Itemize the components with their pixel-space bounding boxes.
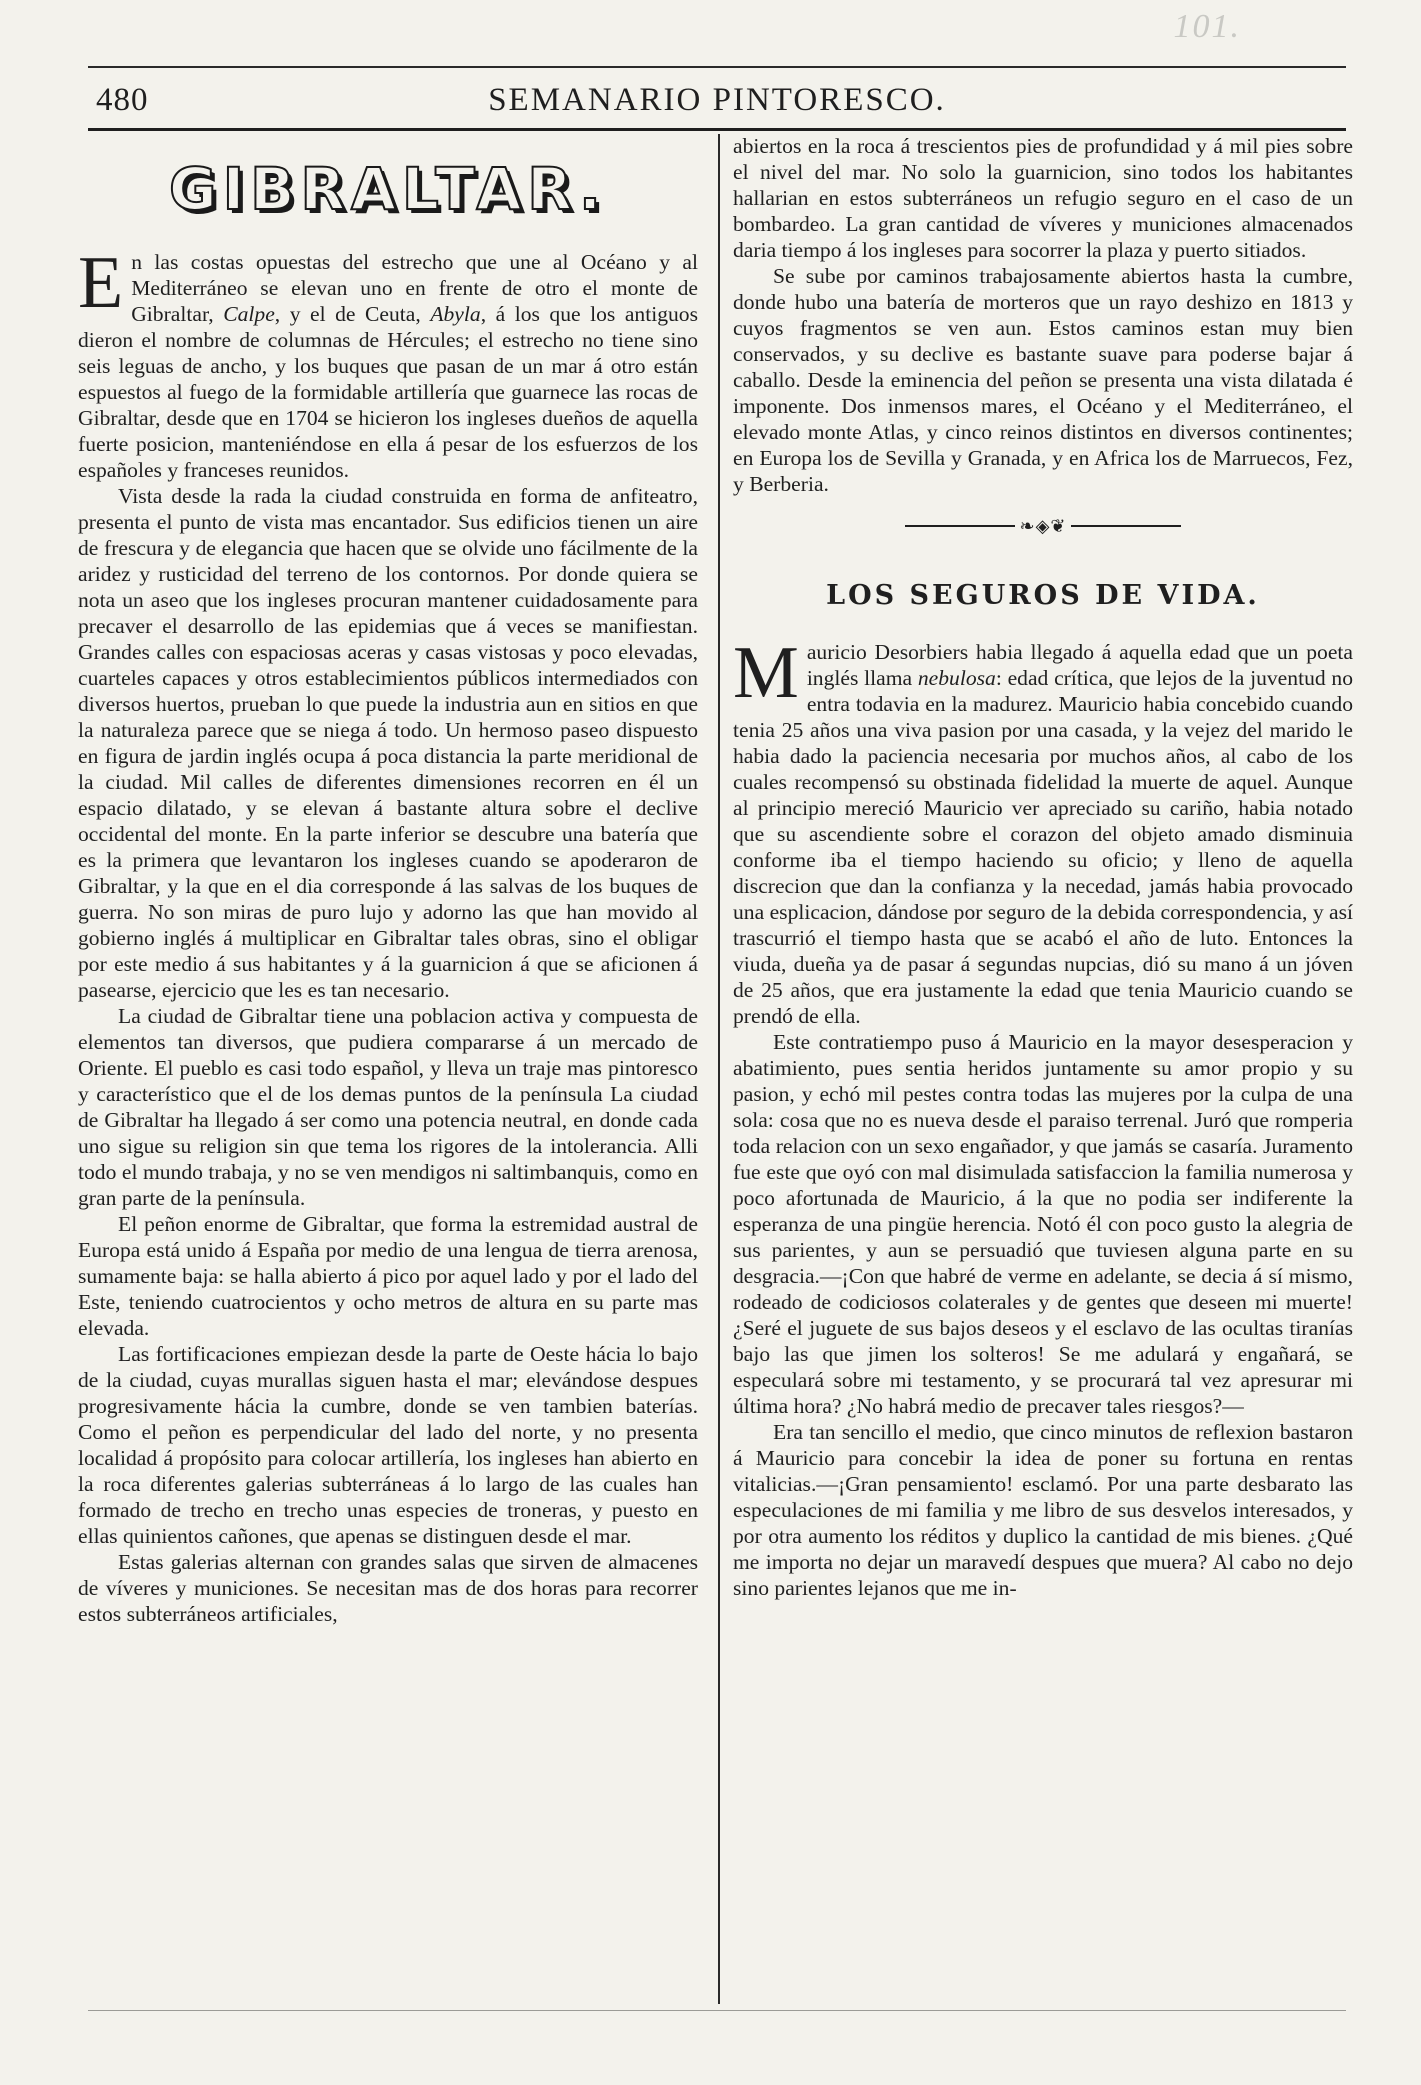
- paragraph-continued: abiertos en la roca á trescientos pies de profundidad y á mil pies sobre el nivel del mar. No solo la guarnicion, sino todos los habitantes hallarian en estos subterráneos un refugio seguro en el caso de un bombardeo. La gran cantidad de víveres y municiones almacenados daria tiempo á los ingleses para socorrer la plaza y puerto sitiados.: [733, 134, 1353, 262]
- header-rule: [88, 128, 1346, 131]
- section-ornament: [733, 509, 1353, 543]
- paragraph: Se sube por caminos trabajosamente abiertos hasta la cumbre, donde hubo una batería de morteros que un rayo deshizo en 1813 y cuyos fragmentos se ven aun. Estos caminos estan muy bien conservados, y su declive es bastante suave para poderse bajar á caballo. Desde la eminencia del peñon se presenta una vista dilatada é imponente. Dos inmensos mares, el Océano y el Mediterráneo, el elevado monte Atlas, y cinco reinos distintos en diversos continentes; en Europa los de Sevilla y Granada, y en Africa los de Marruecos, Fez, y Berberia.: [733, 264, 1353, 496]
- paragraph: En las costas opuestas del estrecho que une al Océano y al Mediterráneo se elevan uno en frente de otro el monte de Gibraltar, Calpe, y el de Ceuta, Abyla, á los que los antiguos dieron el nombre de columnas de Hércules; el estrecho no tiene sino seis leguas de ancho, y los buques que pasan de un mar á otro están espuestos al fuego de la formidable artillería que guarnece las rocas de Gibraltar, desde que en 1704 se hicieron los ingleses dueños de aquella fuerte posicion, manteniéndose en ella á pesar de los esfuerzos de los españoles y franceses reunidos.: [78, 242, 699, 482]
- paragraph: Estas galerias alternan con grandes salas que sirven de almacenes de víveres y municiones. Se necesitan mas de dos horas para recorrer estos subterráneos artificiales,: [78, 1550, 698, 1626]
- paragraph: Este contratiempo puso á Mauricio en la mayor desesperacion y abatimiento, pues sentia heridos juntamente su amor propio y su pasion, y echó mil pestes contra todas las mujeres por la culpa de una sola: cosa que no es nueva desde el paraiso terrenal. Juró que romperia toda relacion con un sexo engañador, y que jamás se casaría. Juramento fue este que oyó con mal disimulada satisfaccion la familia numerosa y poco afortunada de Mauricio, á la que no podia ser indiferente la esperanza de una pingüe herencia. Notó él con poco gusto la alegria de sus parientes, y aun se persuadió que tuviesen alguna parte en su desgracia.—¡Con que habré de verme en adelante, se decia á sí mismo, rodeado de codiciosos colaterales y de gentes que deseen mi muerte! ¿Seré el juguete de sus bajos deseos y el esclavo de las ocultas tiranías bajo las que jimen los solteros! Se me adulará y engañará, se especulará sobre mi testamento, y se procurará tal vez apresurar mi última hora? ¿No habrá medio de precaver tales riesgos?—: [733, 1030, 1353, 1418]
- article-title-gibraltar: GIBRALTAR.: [168, 155, 608, 223]
- running-header: [92, 82, 1342, 126]
- italic-name: Calpe: [223, 302, 275, 326]
- drop-cap: E: [78, 242, 124, 324]
- paragraph: Mauricio Desorbiers habia llegado á aquella edad que un poeta inglés llama nebulosa: edad crítica, que lejos de la juventud no entra todavia en la madurez. Mauricio habia concebido cuando tenia 25 años una viva pasion por una casada, y la vejez del marido le habia dado la paciencia necesaria por muchos años, al cabo de los cuales recompensó su obstinada fidelidad la muerte de aquel. Aunque al principio mereció Mauricio ver apreciado su cariño, habia notado que su ascendiente sobre el corazon del objeto amado disminuia conforme iba el tiempo haciendo su oficio; y lleno de aquella discrecion que dan la confianza y la necedad, jamás habia provocado una esplicacion, dándose por seguro de la debida correspondencia, y así trascurrió el tiempo hasta que se acabó el año de luto. Entonces la viuda, dueña ya de pasar á segundas nupcias, dió su mano á un jóven de 25 años, que era justamente la edad que tenia Mauricio cuando se prendó de ella.: [733, 632, 1353, 1028]
- paragraph: El peñon enorme de Gibraltar, que forma la estremidad austral de Europa está unido á España por medio de una lengua de tierra arenosa, sumamente baja: se halla abierto á pico por aquel lado y por el lado del Este, teniendo cuatrocientos y ocho metros de altura en su parte mas elevada.: [78, 1212, 698, 1340]
- article-title-seguros: LOS SEGUROS DE VIDA.: [826, 580, 1260, 611]
- right-column: [733, 133, 1353, 1601]
- paragraph: La ciudad de Gibraltar tiene una poblacion activa y compuesta de elementos tan diversos, que pudiera compararse á un mercado de Oriente. El pueblo es casi todo español, y lleva un traje mas pintoresco y característico que el de los demas puntos de la península La ciudad de Gibraltar ha llegado á ser como una potencia neutral, en donde cada uno sigue su religion sin que tema los rigores de la intolerancia. Alli todo el mundo trabaja, y no se ven mendigos ni saltimbanquis, como en gran parte de la península.: [78, 1004, 698, 1210]
- bleed-through-text: 101.: [1173, 8, 1241, 45]
- italic-name: Abyla: [430, 302, 481, 326]
- paragraph: Vista desde la rada la ciudad construida en forma de anfiteatro, presenta el punto de vista mas encantador. Sus edificios tienen un aire de frescura y de elegancia que hacen que se olvide uno fácilmente de la aridez y rusticidad del terreno de los contornos. Por donde quiera se nota un aseo que los ingleses procuran mantener cuidadosamente para precaver el desarrollo de las epidemias que á veces se manifiestan. Grandes calles con espaciosas aceras y casas vistosas y poco elevadas, cuarteles capaces y otros establecimientos públicos intermediados con diversos huertos, prueban lo que puede la industria aun en sitios en que la naturaleza parece que se niega á todo. Un hermoso paseo dispuesto en figura de jardin inglés ocupa á poca distancia la parte meridional de la ciudad. Mil calles de diferentes dimensiones recorren en él un espacio dilatado, y se elevan á bastante altura sobre el declive occidental del monte. En la parte inferior se descubre una batería que es la primera que levantaron los ingleses cuando se apoderaron de Gibraltar, y la que en el dia corresponde á las salvas de los buques de guerra. No son miras de puro lujo y adorno las que han movido al gobierno inglés á multiplicar en Gibraltar tales obras, sino el obligar por este medio á sus habitantes y á la guarnicion á que se aficionen á pasearse, ejercicio que les es tan necesario.: [78, 484, 698, 1002]
- journal-title: SEMANARIO PINTORESCO.: [488, 82, 946, 118]
- column-divider: [718, 134, 720, 2004]
- paragraph: Era tan sencillo el medio, que cinco minutos de reflexion bastaron á Mauricio para concebir la idea de poner su fortuna en rentas vitalicias.—¡Gran pensamiento! esclamó. Por una parte desbarato las especulaciones de mi familia y me libro de sus desvelos interesados, y por otra aumento los réditos y duplico la cantidad de mis bienes. ¿Qué me importa no dejar un maravedí despues que muera? Al cabo no dejo sino parientes lejanos que me in-: [733, 1420, 1353, 1600]
- top-rule: [88, 66, 1346, 68]
- paragraph: Las fortificaciones empiezan desde la parte de Oeste hácia lo bajo de la ciudad, cuyas murallas siguen hasta el mar; elevándose despues progresivamente hácia la cumbre, donde se ven tambien baterías. Como el peñon es perpendicular del lado del norte, y no presenta localidad á propósito para colocar artillería, los ingleses han abierto en la roca diferentes galerias subterráneas á lo largo de las cuales han formado de trecho en trecho unas especies de troneras, y puesto en ellas quinientos cañones, que apenas se distinguen desde el mar.: [78, 1342, 698, 1548]
- drop-cap: M: [733, 632, 799, 714]
- page-number: 480: [96, 82, 149, 118]
- ornament-glyph: ❧◈❦: [1019, 516, 1067, 536]
- italic-word: nebulosa: [917, 666, 996, 690]
- left-column: [78, 133, 698, 1627]
- footer-rule: [88, 2010, 1346, 2011]
